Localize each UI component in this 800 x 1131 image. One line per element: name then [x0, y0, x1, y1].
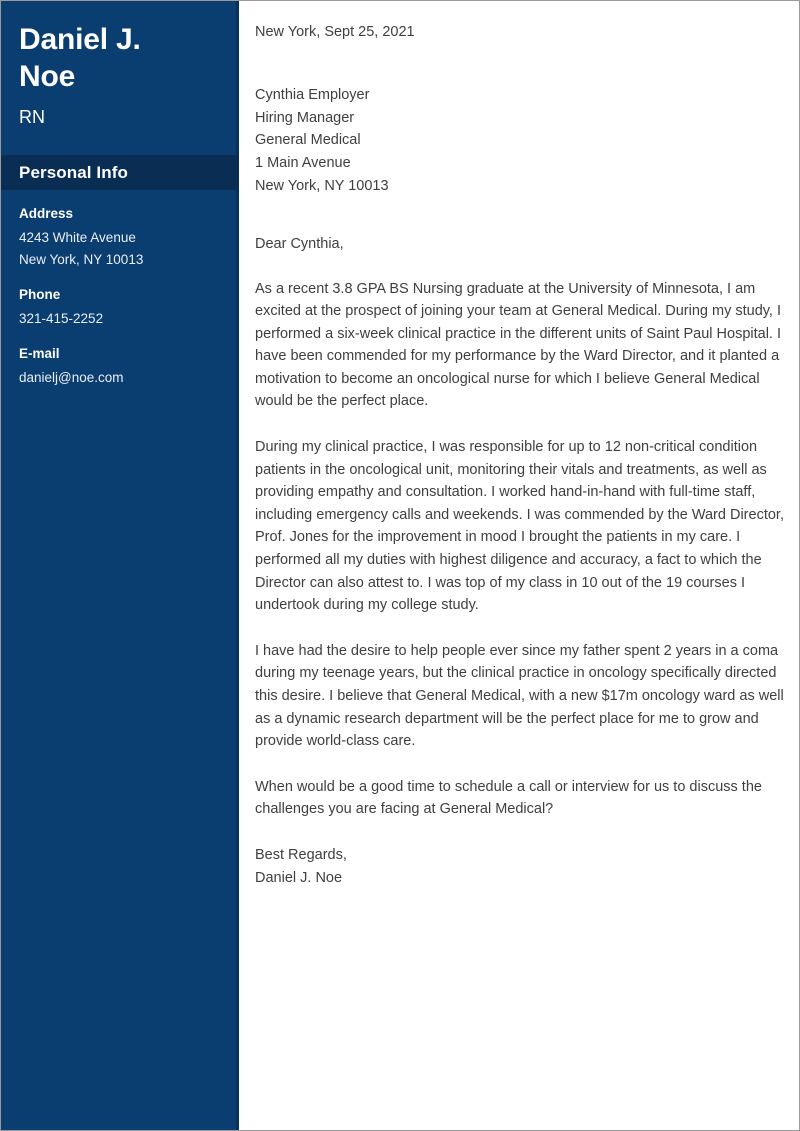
- job-title: RN: [19, 107, 45, 127]
- body-paragraph-2: During my clinical practice, I was responsible for up to 12 non-critical condition patients in the oncological unit, monitoring their vitals and treatments, as well as providing empathy and consultation. I worked hand-in-hand with full-time staff, including emergency calls and weekends. I was commended by the Ward Director, Prof. Jones for the improvement in mood I brought the patients in my care. I performed all my duties with highest diligence and accuracy, a fact to which the Director can also attest to. I was top of my class in 10 out of the 19 courses I undertook during my college study.: [255, 439, 784, 614]
- phone-label: Phone: [19, 287, 61, 302]
- address-label: Address: [19, 206, 74, 221]
- address-line-1: 4243 White Avenue: [19, 230, 136, 245]
- letter-body: [239, 1, 799, 1130]
- personal-info-title: Personal Info: [19, 162, 128, 182]
- contact-list: [1, 190, 239, 389]
- recipient-role: Hiring Manager: [255, 109, 355, 126]
- page-title: Daniel J. Noe: [19, 23, 141, 93]
- personal-info-section-header: [1, 155, 239, 190]
- contact-group-phone: [19, 285, 221, 330]
- recipient-company: General Medical: [255, 132, 361, 149]
- letter-inner: [255, 22, 784, 889]
- salutation: Dear Cynthia,: [255, 235, 344, 252]
- recipient-city: New York, NY 10013: [255, 177, 389, 194]
- date-line: New York, Sept 25, 2021: [255, 24, 415, 40]
- recipient-name: Cynthia Employer: [255, 87, 370, 103]
- address-line-2: New York, NY 10013: [19, 252, 144, 267]
- email-label: E-mail: [19, 346, 60, 361]
- recipient-street: 1 Main Avenue: [255, 155, 351, 172]
- name-block: [1, 1, 239, 128]
- body-paragraph-3: I have had the desire to help people ever since my father spent 2 years in a coma during my teenage years, but the clinical practice in oncology specifically directed this desire. I believe that General Medical, with a new $17m oncology ward as well as a dynamic research department will be the perfect place for me to grow and provide world-class care.: [255, 642, 784, 750]
- signoff-block: [255, 844, 784, 889]
- recipient-block: [255, 84, 784, 198]
- phone-value[interactable]: 321-415-2252: [19, 311, 104, 326]
- body-paragraph-4: When would be a good time to schedule a call or interview for us to discuss the challenges you are facing at General Medical?: [255, 778, 762, 818]
- email-value[interactable]: danielj@noe.com: [19, 370, 124, 385]
- contact-group-email: [19, 344, 221, 389]
- signature-name: Daniel J. Noe: [255, 869, 343, 886]
- sidebar: [1, 1, 239, 1130]
- contact-group-address: [19, 204, 221, 271]
- body-paragraph-1: As a recent 3.8 GPA BS Nursing graduate at the University of Minnesota, I am excited at the prospect of joining your team at General Medical. During my study, I performed a six-week clinical practice in the different units of Saint Paul Hospital. I have been commended for my performance by the Ward Director, and it planted a motivation to become an oncological nurse for which I believe General Medical would be the perfect place.: [255, 280, 782, 410]
- signoff-text: Best Regards,: [255, 846, 347, 863]
